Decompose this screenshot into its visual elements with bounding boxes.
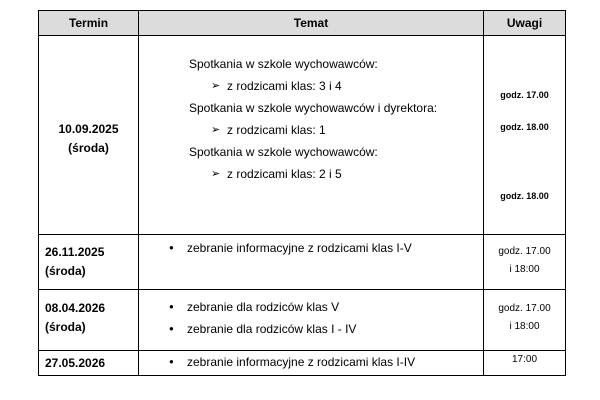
header-uwagi: Uwagi (484, 11, 566, 36)
row-date: 10.09.2025 (58, 122, 119, 136)
header-row (39, 11, 566, 36)
table-row (39, 290, 566, 351)
arrow-bullet-icon: ➢ (211, 168, 221, 180)
arrow-bullet-icon: ➢ (211, 80, 221, 92)
table-row (39, 235, 566, 290)
table-row (39, 351, 566, 376)
topic-item: zebranie dla rodziców klas V (187, 300, 340, 314)
notes-cell (484, 351, 566, 376)
date-cell (39, 351, 139, 376)
topic-cell (139, 351, 484, 376)
note-time: godz. 18.00 (500, 122, 549, 132)
bullet-icon: ● (169, 324, 174, 333)
date-cell (39, 235, 139, 290)
note-time: godz. 17.00 (498, 303, 551, 314)
meetings-table (38, 10, 566, 376)
notes-cell (484, 235, 566, 290)
topic-cell (139, 290, 484, 351)
note-time: godz. 17.00 (500, 90, 549, 100)
bullet-icon: ● (169, 302, 174, 311)
header-temat: Temat (139, 11, 484, 36)
topic-item: zebranie dla rodziców klas I - IV (187, 322, 357, 336)
date-cell (39, 290, 139, 351)
row-day: (środa) (68, 141, 109, 155)
date-cell (39, 36, 139, 235)
note-time: godz. 17.00 (498, 246, 551, 257)
group-heading: Spotkania w szkole wychowawców: (189, 57, 378, 71)
row-date: 27.05.2026 (45, 356, 106, 370)
note-time: godz. 18.00 (500, 191, 549, 201)
note-time-extra: i 18:00 (509, 264, 540, 275)
topic-cell (139, 235, 484, 290)
bullet-icon: ● (169, 243, 174, 252)
note-time: 17:00 (511, 354, 538, 365)
row-day: (środa) (45, 320, 86, 334)
arrow-bullet-icon: ➢ (211, 124, 221, 136)
topic-cell (139, 36, 484, 235)
row-date: 26.11.2025 (45, 245, 105, 259)
topic-item: zebranie informacyjne z rodzicami klas I-V (187, 241, 412, 255)
row-day: (środa) (45, 264, 86, 278)
notes-cell (484, 290, 566, 351)
bullet-icon: ● (169, 357, 174, 366)
notes-cell (484, 36, 566, 235)
header-termin: Termin (39, 11, 139, 36)
table-row (39, 36, 566, 235)
group-heading: Spotkania w szkole wychowawców: (189, 145, 378, 159)
note-time-extra: i 18:00 (509, 321, 540, 332)
group-item: z rodzicami klas: 3 i 4 (227, 79, 342, 93)
topic-item: zebranie informacyjne z rodzicami klas I-IV (187, 355, 416, 369)
group-item: z rodzicami klas: 2 i 5 (227, 167, 342, 181)
group-item: z rodzicami klas: 1 (227, 123, 326, 137)
group-heading: Spotkania w szkole wychowawców i dyrektora: (189, 101, 438, 115)
row-date: 08.04.2026 (45, 301, 106, 315)
